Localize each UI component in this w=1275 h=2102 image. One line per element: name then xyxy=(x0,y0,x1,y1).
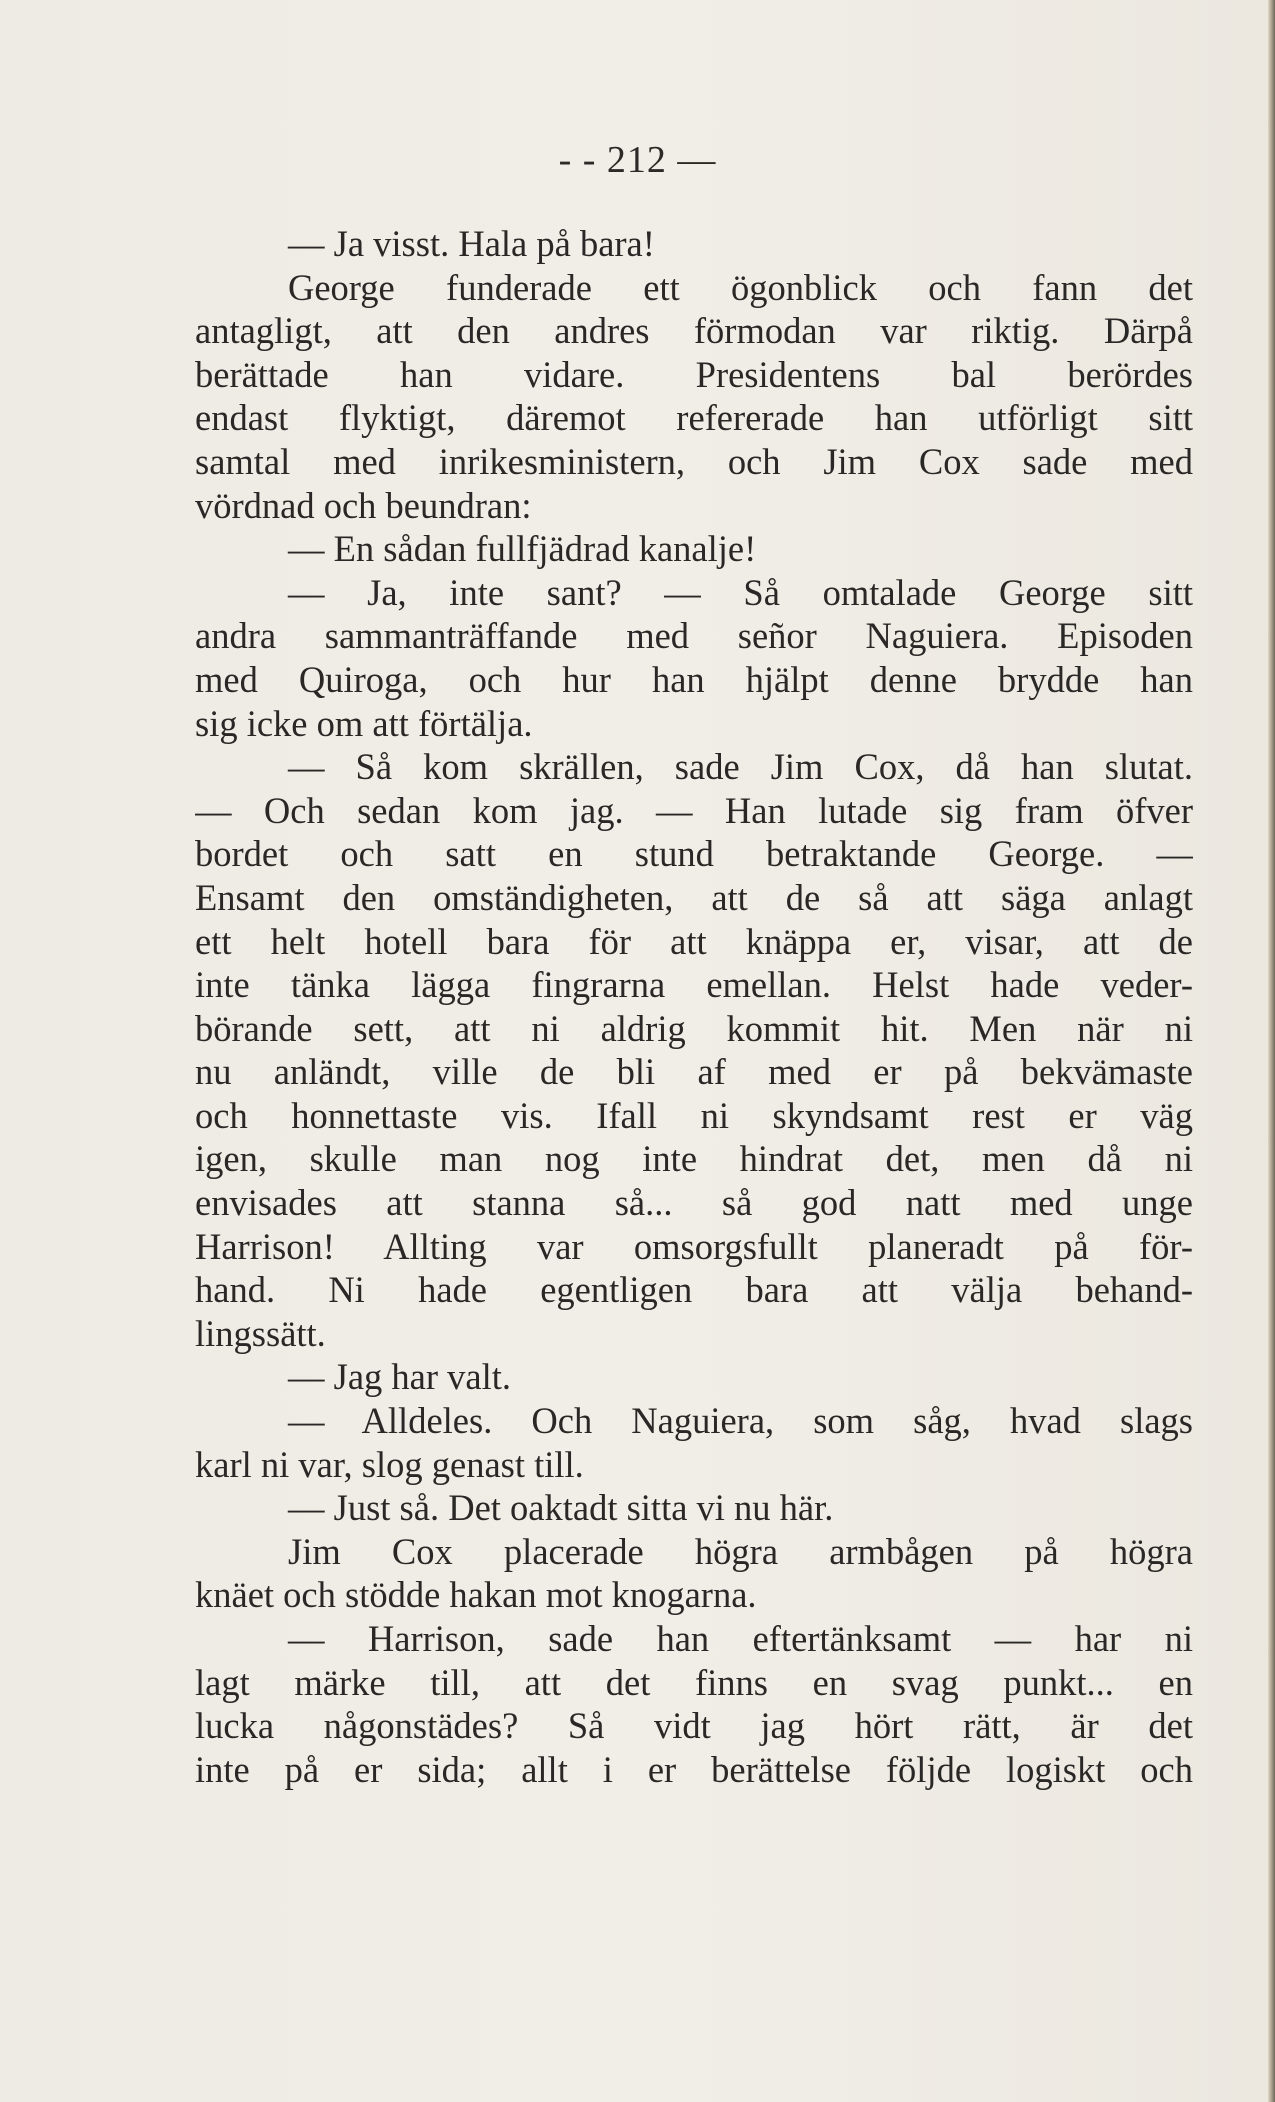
text-line: — Så kom skrällen, sade Jim Cox, då han slutat. xyxy=(288,746,1193,788)
page-number: - - 212 — xyxy=(558,139,717,181)
text-line: igen, skulle man nog inte hindrat det, men då ni xyxy=(195,1138,1193,1180)
text-line: lucka någonstädes? Så vidt jag hört rätt, är det xyxy=(195,1705,1193,1747)
text-line: antagligt, att den andres förmodan var riktig. Därpå xyxy=(195,310,1193,352)
text-line: vördnad och beundran: xyxy=(195,484,532,526)
text-line: och honnettaste vis. Ifall ni skyndsamt rest er väg xyxy=(195,1094,1193,1136)
text-line: — Just så. Det oaktadt sitta vi nu här. xyxy=(288,1487,834,1529)
text-line: lagt märke till, att det finns en svag punkt... en xyxy=(195,1661,1193,1703)
text-line: — Ja, inte sant? — Så omtalade George sitt xyxy=(288,571,1193,613)
text-line: börande sett, att ni aldrig kommit hit. Men när ni xyxy=(195,1007,1193,1049)
text-line: lingssätt. xyxy=(195,1312,326,1354)
text-line: — Och sedan kom jag. — Han lutade sig fram öfver xyxy=(195,789,1193,831)
text-line: endast flyktigt, däremot refererade han utförligt sitt xyxy=(195,397,1193,439)
body-text xyxy=(195,222,1193,1791)
text-line: ett helt hotell bara för att knäppa er, visar, att de xyxy=(195,920,1193,962)
text-line: hand. Ni hade egentligen bara att välja behand- xyxy=(195,1269,1193,1311)
text-line: nu anländt, ville de bli af med er på bekvämaste xyxy=(195,1051,1193,1093)
text-line: med Quiroga, och hur han hjälpt denne brydde han xyxy=(195,658,1193,700)
text-line: Jim Cox placerade högra armbågen på högra xyxy=(288,1530,1193,1572)
text-line: Harrison! Allting var omsorgsfullt planeradt på för- xyxy=(195,1225,1193,1267)
text-line: inte tänka lägga fingrarna emellan. Helst hade veder- xyxy=(195,964,1193,1006)
text-line: — Alldeles. Och Naguiera, som såg, hvad slags xyxy=(288,1400,1193,1442)
text-line: — Harrison, sade han eftertänksamt — har ni xyxy=(288,1618,1193,1659)
text-line: inte på er sida; allt i er berättelse följde logiskt och xyxy=(195,1748,1193,1790)
text-line: envisades att stanna så... så god natt med unge xyxy=(195,1182,1193,1224)
text-line: bordet och satt en stund betraktande George. — xyxy=(195,833,1193,875)
text-line: knäet och stödde hakan mot knogarna. xyxy=(195,1574,757,1616)
text-line: sig icke om att förtälja. xyxy=(195,702,533,744)
text-line: Ensamt den omständigheten, att de så att säga anlagt xyxy=(195,876,1193,918)
page-edge-shadow xyxy=(1268,0,1275,2102)
text-line: — En sådan fullfjädrad kanalje! xyxy=(288,528,757,570)
text-line: andra sammanträffande med señor Naguiera. Episoden xyxy=(195,615,1193,657)
text-line: berättade han vidare. Presidentens bal berördes xyxy=(195,353,1193,395)
text-line: samtal med inrikesministern, och Jim Cox sade med xyxy=(195,440,1193,482)
text-line: — Jag har valt. xyxy=(288,1356,511,1398)
text-line: George funderade ett ögonblick och fann det xyxy=(288,266,1193,308)
text-line: — Ja visst. Hala på bara! xyxy=(288,223,655,264)
text-line: karl ni var, slog genast till. xyxy=(195,1443,584,1485)
